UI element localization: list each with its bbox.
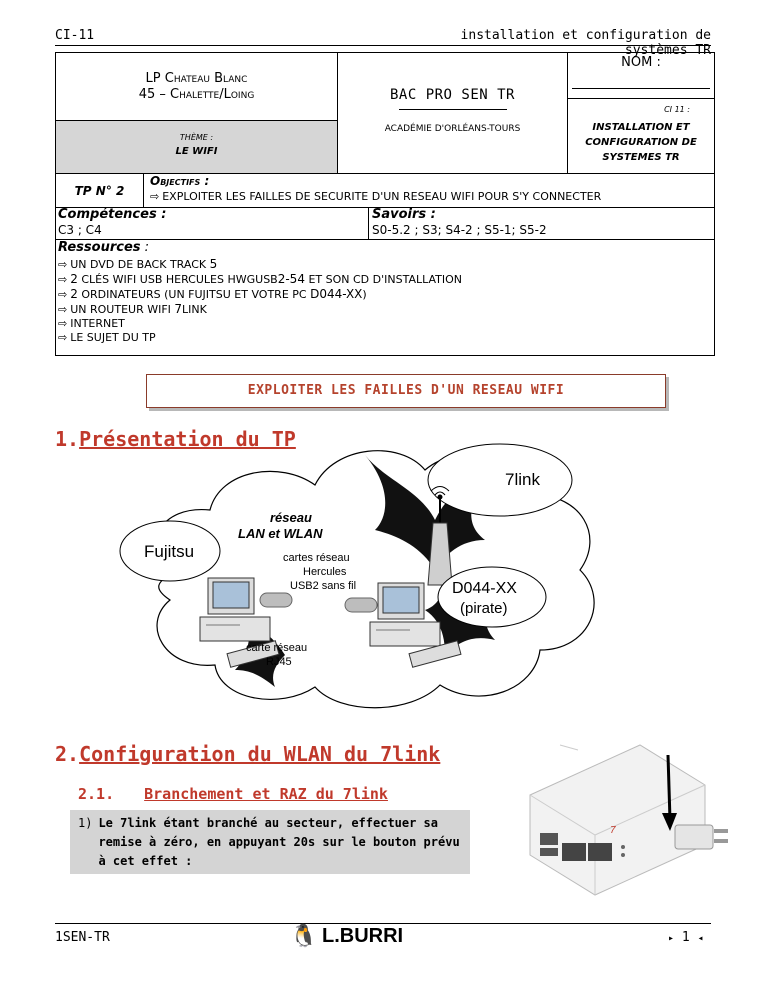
arrow-right-icon: ⇨ bbox=[58, 303, 68, 316]
ressource-item: ⇨ LE SUJET DU TP bbox=[58, 331, 156, 344]
arrow-right-small-icon: ▸ bbox=[668, 933, 675, 944]
course-subject: installation et configuration de systèmes TR bbox=[460, 28, 711, 58]
theme-value: LE WIFI bbox=[175, 146, 218, 157]
cards-label-2: Hercules bbox=[303, 566, 347, 578]
savoirs-label: Savoirs : bbox=[372, 207, 436, 222]
pirate-bubble bbox=[438, 567, 546, 627]
router-bubble bbox=[428, 444, 572, 516]
ressource-item: ⇨ UN DVD DE BACK TRACK 5 bbox=[58, 257, 218, 271]
footer-author: L.BURRI bbox=[322, 925, 404, 947]
course-code: CI-11 bbox=[55, 28, 95, 43]
header-rule bbox=[55, 45, 711, 46]
section-2-1-heading: 2.1. Branchement et RAZ du 7link bbox=[78, 785, 388, 803]
ressource-item: ⇨ INTERNET bbox=[58, 317, 125, 330]
tp-number: TP N° 2 bbox=[56, 173, 144, 207]
usb-key-right bbox=[345, 598, 377, 612]
section-1-heading: 1.Présentation du TP bbox=[55, 427, 296, 451]
arrow-right-icon: ⇨ bbox=[150, 190, 160, 203]
ci-line3: SYSTEMES TR bbox=[602, 152, 680, 163]
academy: ACADÉMIE D'ORLÉANS-TOURS bbox=[384, 124, 521, 134]
row-divider-2 bbox=[56, 239, 714, 240]
info-table bbox=[55, 52, 715, 356]
arrow-right-icon: ⇨ bbox=[58, 273, 68, 286]
theme-cell bbox=[56, 121, 338, 173]
arrow-right-icon: ⇨ bbox=[58, 331, 68, 344]
instruction-number: 1) bbox=[78, 816, 93, 830]
school-name: LP Chateau Blanc bbox=[145, 71, 248, 86]
arrow-left-small-icon: ◂ bbox=[697, 933, 704, 944]
program-title: BAC PRO SEN TR bbox=[389, 87, 515, 103]
cards-label-3: USB2 sans fil bbox=[290, 580, 357, 592]
arrow-right-icon: ⇨ bbox=[58, 258, 68, 271]
school-cell bbox=[56, 53, 338, 121]
ressources-label: Ressources : bbox=[58, 240, 150, 255]
router-label: 7link bbox=[505, 470, 540, 489]
objective-item bbox=[150, 190, 601, 203]
svg-text:7: 7 bbox=[610, 825, 616, 836]
arrow-right-icon: ⇨ bbox=[58, 288, 68, 301]
router-photo bbox=[500, 725, 730, 905]
instruction-box bbox=[70, 810, 470, 874]
ci-line2: CONFIGURATION DE bbox=[585, 137, 697, 148]
competences-label: Compétences : bbox=[58, 207, 167, 222]
network-diagram bbox=[100, 425, 620, 725]
footer-rule bbox=[55, 923, 711, 924]
name-label: NOM : bbox=[621, 55, 661, 70]
page-number: ▸ 1 ◂ bbox=[668, 930, 704, 945]
ressource-item: ⇨ UN ROUTEUR WIFI 7LINK bbox=[58, 302, 207, 316]
title-banner: EXPLOITER LES FAILLES D'UN RESEAU WIFI bbox=[146, 374, 666, 408]
cards-label-1: cartes réseau bbox=[283, 552, 350, 564]
pirate-label-2: (pirate) bbox=[460, 600, 508, 617]
theme-label: THÈME : bbox=[179, 133, 214, 142]
ci-label: CI 11 : bbox=[664, 105, 690, 114]
pirate-label-1: D044-XX bbox=[452, 580, 517, 597]
footer-class: 1SEN-TR bbox=[55, 930, 110, 945]
ci-cell bbox=[568, 99, 714, 173]
penguin-icon: 🐧 bbox=[290, 924, 318, 949]
program-cell bbox=[338, 53, 568, 173]
section-2-heading: 2.Configuration du WLAN du 7link bbox=[55, 742, 441, 766]
rj45-label-1: carte réseau bbox=[246, 642, 308, 654]
ressources-list bbox=[58, 257, 708, 345]
instruction-text: Le 7link étant branché au secteur, effectuer sa remise à zéro, en appuyant 20s sur le bouton prévu à cet effet : bbox=[98, 816, 460, 868]
program-rule bbox=[399, 109, 507, 110]
name-line[interactable] bbox=[572, 88, 710, 89]
rj45-label-2: RJ45 bbox=[266, 656, 292, 668]
objectives-label: Objectifs : bbox=[150, 174, 210, 188]
ressource-item: ⇨ 2 CLÉS WIFI USB HERCULES HWGUSB2-54 ET SON CD D'INSTALLATION bbox=[58, 272, 462, 286]
ressource-item: ⇨ 2 ORDINATEURS (UN FUJITSU ET VOTRE PC D044-XX) bbox=[58, 287, 367, 301]
name-cell bbox=[568, 53, 714, 99]
objective-text: EXPLOITER LES FAILLES DE SECURITE D'UN RESEAU WIFI POUR S'Y CONNECTER bbox=[162, 190, 602, 203]
col-divider bbox=[368, 207, 369, 239]
ci-line1: INSTALLATION ET bbox=[592, 122, 690, 133]
network-label-1: réseau bbox=[270, 510, 312, 525]
usb-key-left bbox=[260, 593, 292, 607]
competences-value: C3 ; C4 bbox=[58, 223, 102, 237]
savoirs-value: S0-5.2 ; S3; S4-2 ; S5-1; S5-2 bbox=[372, 223, 547, 237]
arrow-right-icon: ⇨ bbox=[58, 317, 68, 330]
fujitsu-label: Fujitsu bbox=[144, 542, 195, 561]
network-label-2: LAN et WLAN bbox=[238, 526, 323, 541]
school-town: 45 – Chalette/Loing bbox=[138, 87, 255, 102]
